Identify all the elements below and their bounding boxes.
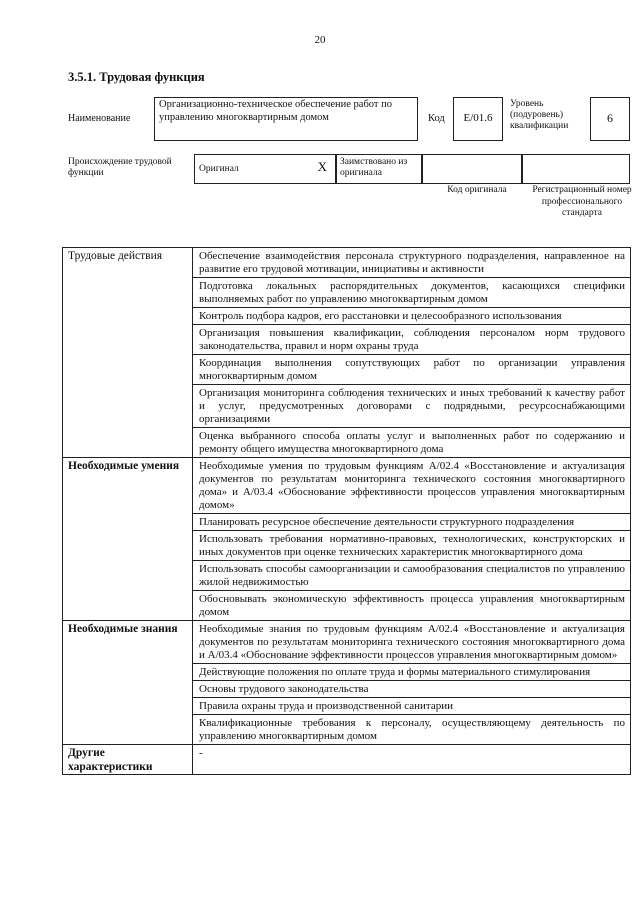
function-table: [62, 247, 631, 775]
table-cell: Правила охраны труда и производственной санитарии: [193, 698, 631, 715]
table-cell: Использовать требования нормативно-правовых, технологических, конструкторских и иных документов при оценке технических характеристик многоквартирного дома: [193, 531, 631, 561]
table-cell: Действующие положения по оплате труда и формы материального стимулирования: [193, 664, 631, 681]
table-row: [63, 458, 631, 514]
table-cell: Основы трудового законодательства: [193, 681, 631, 698]
section-title-cell: Другие характеристики: [63, 745, 193, 775]
table-cell: Обосновывать экономическую эффективность процесса управления многоквартирным домом: [193, 591, 631, 621]
section-title-cell: Необходимые знания: [63, 621, 193, 745]
code-original-caption: Код оригинала: [447, 185, 507, 195]
table-cell: Использовать способы самоорганизации и самообразования специалистов по управлению жилой недвижимостью: [193, 561, 631, 591]
level-value: 6: [590, 97, 630, 141]
table-cell: Подготовка локальных распорядительных документов, касающихся специфики выполняемых работ по управлению многоквартирным домом: [193, 278, 631, 308]
borrowed-cell: Заимствовано из оригинала: [336, 154, 422, 184]
original-cell: [194, 154, 336, 184]
table-cell: Необходимые знания по трудовым функциям А/02.4 «Восстановление и актуализация документов по результатам мониторинга технического состояния многоквартирного дома и А/03.4 «Обоснование эффективности процессов управления многоквартирным домом»: [193, 621, 631, 664]
table-cell: Организация повышения квалификации, соблюдения персоналом норм трудового законодательства, правил и норм охраны труда: [193, 325, 631, 355]
reg-number-caption: Регистрационный номер профессионального стандарта: [532, 185, 632, 218]
name-value: Организационно-техническое обеспечение работ по управлению многоквартирным домом: [154, 97, 418, 141]
table-cell: Контроль подбора кадров, его расстановки и целесообразного использования: [193, 308, 631, 325]
section-title-cell: Необходимые умения: [63, 458, 193, 621]
table-cell: Организация мониторинга соблюдения технических и иных требований к качеству работ и услуг, предусмотренных договорами с подрядными, ресурсоснабжающими организациями: [193, 385, 631, 428]
table-cell: Планировать ресурсное обеспечение деятельности структурного подразделения: [193, 514, 631, 531]
level-label: Уровень (подуровень) квалификации: [510, 99, 569, 131]
origin-label: Происхождение трудовой функции: [68, 157, 172, 178]
table-row: [63, 248, 631, 278]
function-header: [68, 97, 630, 141]
table-cell: -: [193, 745, 631, 775]
table-cell: Квалификационные требования к персоналу, осуществляющему деятельность по управлению многоквартирным домом: [193, 715, 631, 745]
table-row: [63, 745, 631, 775]
table-cell: Координация выполнения сопутствующих работ по организации управления многоквартирным домом: [193, 355, 631, 385]
table-cell: Обеспечение взаимодействия персонала структурного подразделения, направленное на развитие его трудовой мотивации, инициативы и активности: [193, 248, 631, 278]
table-cell: Оценка выбранного способа оплаты услуг и выполненных работ по содержанию и ремонту общего имущества многоквартирного дома: [193, 428, 631, 458]
section-title: 3.5.1. Трудовая функция: [68, 70, 205, 84]
table-row: [63, 621, 631, 664]
page-number: 20: [314, 34, 326, 46]
reg-number-cell: [522, 154, 630, 184]
origin-block: [68, 154, 632, 218]
section-title-cell: Трудовые действия: [63, 248, 193, 458]
original-mark: X: [317, 159, 327, 174]
code-label: Код: [428, 113, 445, 124]
table-cell: Необходимые умения по трудовым функциям А/02.4 «Восстановление и актуализация документов по результатам мониторинга технического состояния многоквартирного дома» и А/03.4 «Обоснование эффективности процессов управления многоквартирным домом»: [193, 458, 631, 514]
code-original-cell: [422, 154, 522, 184]
original-label: Оригинал: [199, 164, 239, 174]
code-value: E/01.6: [453, 97, 503, 141]
name-label: Наименование: [68, 113, 131, 124]
